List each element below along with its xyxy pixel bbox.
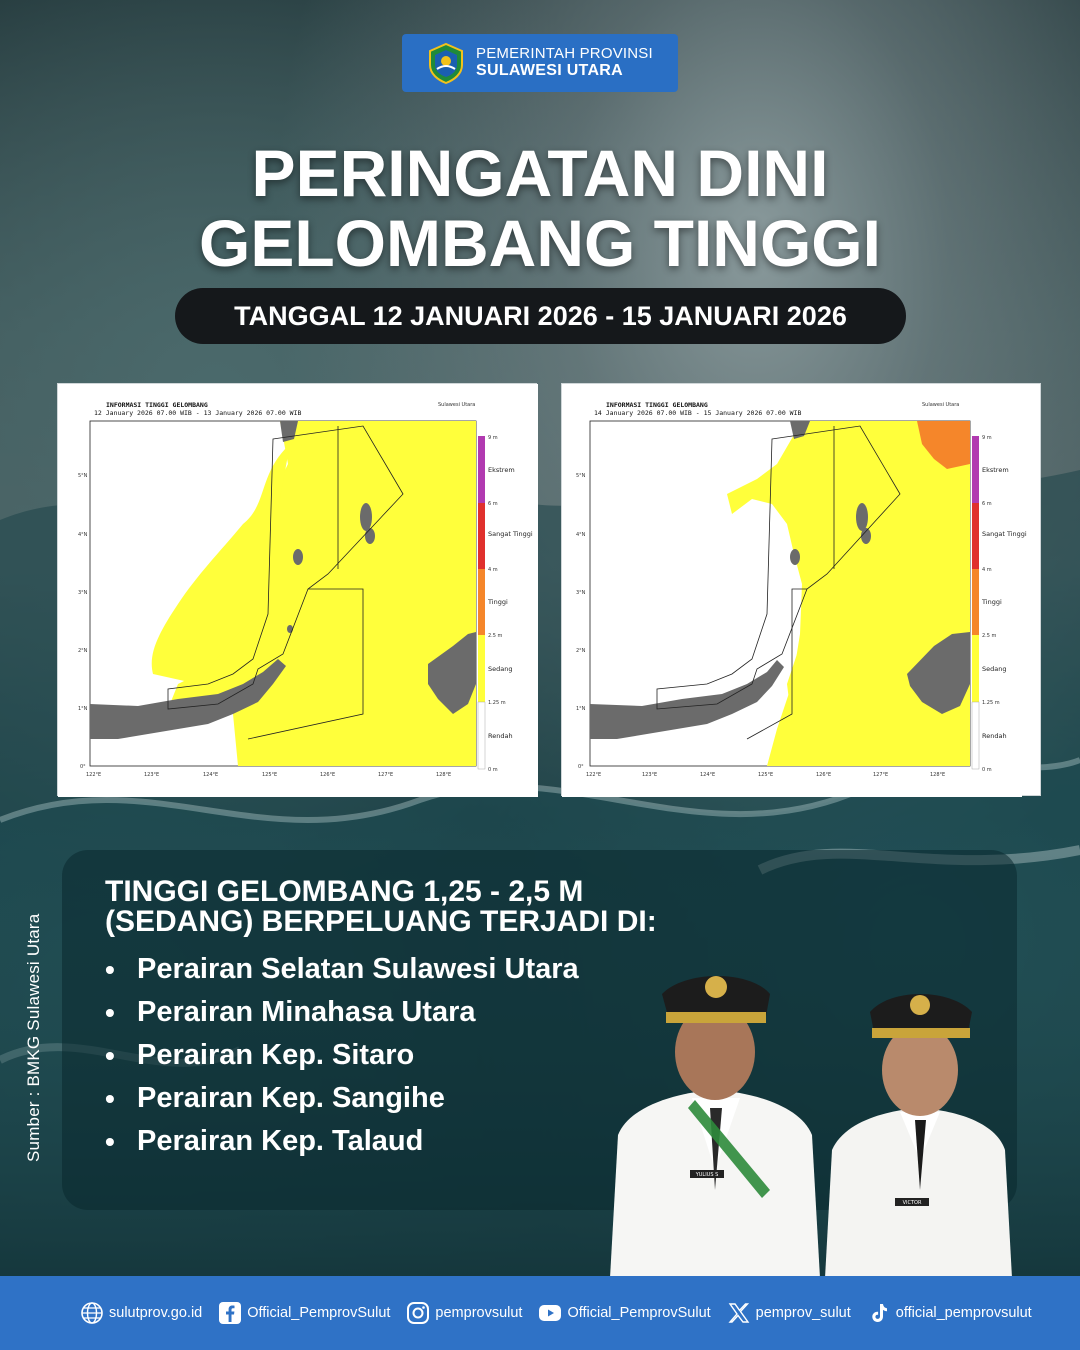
instagram-link[interactable] [406, 1301, 522, 1325]
map1-lat-label: 5°N [78, 473, 88, 479]
title-line-2: GELOMBANG TINGGI [199, 206, 881, 280]
logo-line-1: PEMERINTAH PROVINSI [476, 44, 653, 62]
list-item [105, 1034, 579, 1077]
map2-lon-label: 125°E [758, 772, 774, 778]
location-name: Perairan Kep. Sitaro [137, 1039, 415, 1071]
officials-photo [600, 960, 1030, 1278]
page-title [0, 138, 1080, 278]
map1-lon-label: 124°E [203, 772, 219, 778]
location-name: Perairan Kep. Talaud [137, 1125, 424, 1157]
bullet-icon: • [105, 1126, 115, 1157]
x-icon [727, 1301, 751, 1325]
wave-map-day2 [561, 383, 1041, 796]
info-heading [105, 877, 705, 937]
map1-legend-threshold: 6 m [488, 501, 498, 507]
map2-lon-label: 124°E [700, 772, 716, 778]
instagram-icon [406, 1301, 430, 1325]
map1-region: Sulawesi Utara [438, 402, 476, 408]
list-item [105, 1077, 579, 1120]
globe-icon [80, 1301, 104, 1325]
youtube-icon [538, 1301, 562, 1325]
info-heading-line-2: (SEDANG) BERPELUANG TERJADI DI: [105, 905, 657, 938]
map2-legend-sedang: Sedang [982, 665, 1007, 673]
map1-lat-label: 1°N [78, 706, 88, 712]
facebook-link[interactable] [218, 1301, 390, 1325]
map1-lon-label: 122°E [86, 772, 102, 778]
map2-heading: INFORMASI TINGGI GELOMBANG [606, 401, 708, 409]
map2-legend-threshold: 9 m [982, 435, 992, 441]
map2-lon-label: 126°E [816, 772, 832, 778]
map2-lat-label: 5°N [576, 473, 586, 479]
map1-lon-label: 123°E [144, 772, 160, 778]
map1-legend-ekstrem: Ekstrem [488, 466, 515, 474]
title-line-1: PERINGATAN DINI [251, 136, 829, 210]
x-text: pemprov_sulut [755, 1305, 851, 1321]
province-emblem-icon [424, 41, 468, 85]
map2-legend-threshold: 4 m [982, 567, 992, 573]
logo-line-2: SULAWESI UTARA [476, 62, 624, 80]
map2-lat-label: 4°N [576, 532, 586, 538]
map2-lon-label: 128°E [930, 772, 946, 778]
map2-period: 14 January 2026 07.00 WIB - 15 January 2026 07.00 WIB [594, 409, 802, 417]
map2-legend-ekstrem: Ekstrem [982, 466, 1009, 474]
map1-legend-threshold: 0 m [488, 767, 498, 773]
map1-lon-label: 125°E [262, 772, 278, 778]
list-item [105, 948, 579, 991]
government-logo-banner [402, 34, 678, 92]
x-link[interactable] [727, 1301, 851, 1325]
map2-lat-label: 0° [578, 764, 584, 770]
source-credit: Sumber : BMKG Sulawesi Utara [24, 913, 43, 1162]
map1-legend-sangat-tinggi: Sangat Tinggi [488, 530, 533, 538]
map1-legend-threshold: 1.25 m [488, 700, 506, 706]
map1-legend-threshold: 2.5 m [488, 633, 503, 639]
map1-legend-threshold: 9 m [488, 435, 498, 441]
website-link[interactable] [80, 1301, 202, 1325]
map2-legend-threshold: 2.5 m [982, 633, 997, 639]
tiktok-text: official_pemprovsulut [895, 1305, 1032, 1321]
list-item [105, 1120, 579, 1163]
map1-lat-label: 4°N [78, 532, 88, 538]
map1-lon-label: 127°E [378, 772, 394, 778]
right-official-nametag: VICTOR [902, 1200, 922, 1206]
map2-legend-rendah: Rendah [982, 732, 1007, 740]
date-range-badge: TANGGAL 12 JANUARI 2026 - 15 JANUARI 2026 [175, 288, 906, 344]
map2-lon-label: 123°E [642, 772, 658, 778]
map1-legend-tinggi: Tinggi [488, 598, 508, 606]
map2-lon-label: 127°E [873, 772, 889, 778]
location-name: Perairan Kep. Sangihe [137, 1082, 445, 1114]
info-heading-line-1: TINGGI GELOMBANG 1,25 - 2,5 M [105, 875, 584, 908]
tiktok-link[interactable] [867, 1301, 1032, 1325]
map1-legend-sedang: Sedang [488, 665, 513, 673]
youtube-text: Official_PemprovSulut [567, 1305, 711, 1321]
map2-region: Sulawesi Utara [922, 402, 960, 408]
map1-lon-label: 128°E [436, 772, 452, 778]
map2-lat-label: 3°N [576, 590, 586, 596]
bullet-icon: • [105, 954, 115, 985]
tiktok-icon [867, 1301, 891, 1325]
map1-lat-label: 3°N [78, 590, 88, 596]
map2-legend-threshold: 1.25 m [982, 700, 1000, 706]
map1-period: 12 January 2026 07.00 WIB - 13 January 2026 07.00 WIB [94, 409, 302, 417]
map2-lat-label: 1°N [576, 706, 586, 712]
bullet-icon: • [105, 1083, 115, 1114]
map2-legend-tinggi: Tinggi [982, 598, 1002, 606]
map1-lat-label: 2°N [78, 648, 88, 654]
map2-lon-label: 122°E [586, 772, 602, 778]
map1-heading: INFORMASI TINGGI GELOMBANG [106, 401, 208, 409]
map2-legend-sangat-tinggi: Sangat Tinggi [982, 530, 1027, 538]
instagram-text: pemprovsulut [435, 1305, 523, 1321]
bullet-icon: • [105, 997, 115, 1028]
left-official-nametag: YULIUS S [695, 1172, 719, 1178]
list-item [105, 991, 579, 1034]
map2-legend-threshold: 6 m [982, 501, 992, 507]
wave-map-day1 [57, 383, 537, 796]
map1-legend-threshold: 4 m [488, 567, 498, 573]
social-footer [0, 1276, 1080, 1350]
youtube-link[interactable] [538, 1301, 710, 1325]
map1-legend-rendah: Rendah [488, 732, 513, 740]
map1-lon-label: 126°E [320, 772, 336, 778]
map2-legend-threshold: 0 m [982, 767, 992, 773]
map2-lat-label: 2°N [576, 648, 586, 654]
facebook-icon [218, 1301, 242, 1325]
website-text: sulutprov.go.id [109, 1305, 203, 1321]
facebook-text: Official_PemprovSulut [247, 1305, 391, 1321]
location-name: Perairan Selatan Sulawesi Utara [137, 953, 579, 985]
bullet-icon: • [105, 1040, 115, 1071]
map1-lat-label: 0° [80, 764, 86, 770]
location-name: Perairan Minahasa Utara [137, 996, 476, 1028]
location-list [105, 948, 579, 1163]
